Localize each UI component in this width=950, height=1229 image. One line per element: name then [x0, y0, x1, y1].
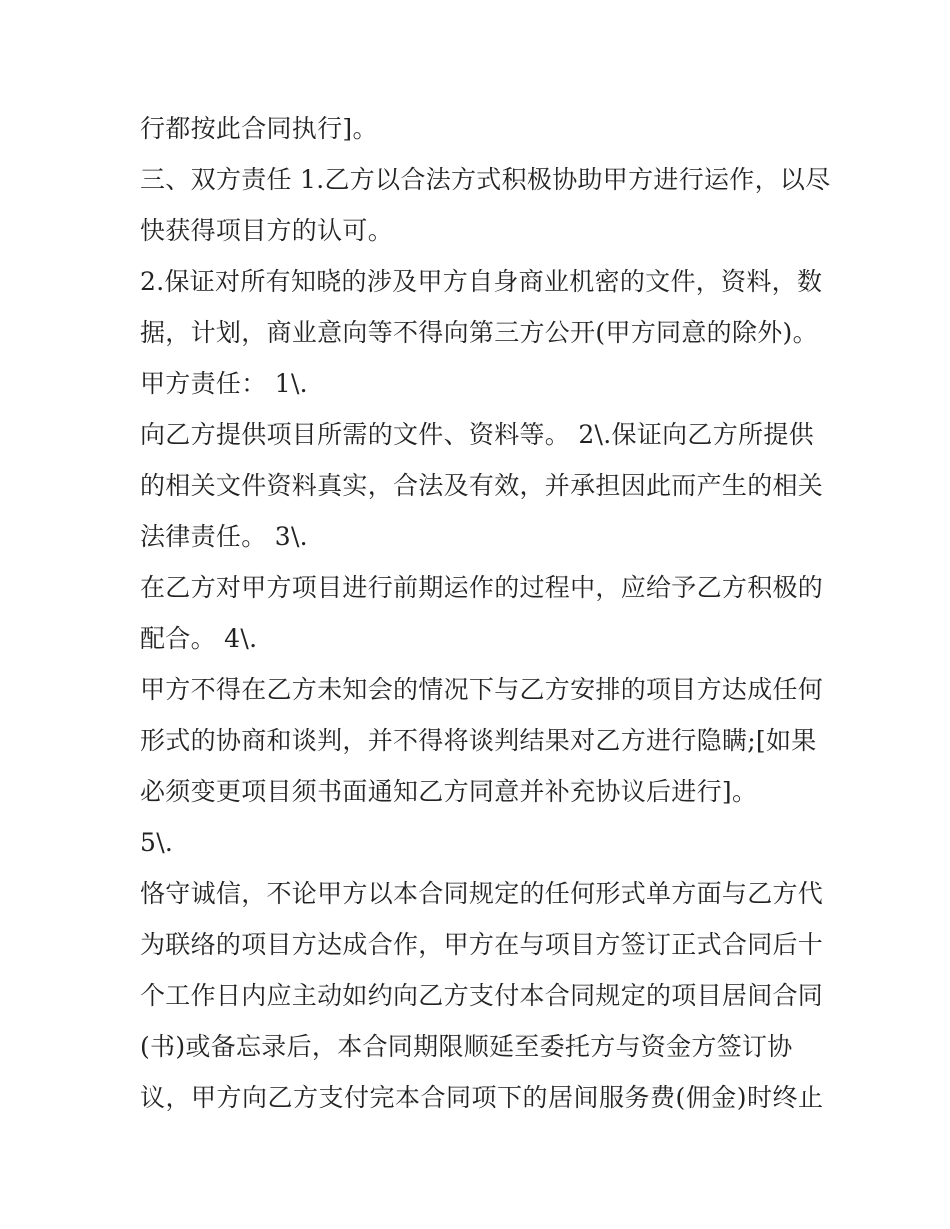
text-line: 向乙方提供项目所需的文件、资料等。 2\.保证向乙方所提供	[140, 420, 814, 449]
text-line: 5\.	[140, 828, 174, 857]
text-line: 议，甲方向乙方支付完本合同项下的居间服务费(佣金)时终止	[140, 1083, 824, 1112]
text-line: 据，计划，商业意向等不得向第三方公开(甲方同意的除外)。	[140, 318, 818, 347]
text-line: 法律责任。 3\.	[140, 522, 308, 551]
text-line: 在乙方对甲方项目进行前期运作的过程中，应给予乙方积极的	[140, 573, 824, 602]
text-line: 为联络的项目方达成合作，甲方在与项目方签订正式合同后十	[140, 930, 824, 959]
text-line: 三、双方责任 1.乙方以合法方式积极协助甲方进行运作，以尽	[140, 165, 831, 194]
text-line: 恪守诚信，不论甲方以本合同规定的任何形式单方面与乙方代	[140, 879, 824, 908]
text-line: 必须变更项目须书面通知乙方同意并补充协议后进行]。	[140, 777, 758, 806]
text-line: 2.保证对所有知晓的涉及甲方自身商业机密的文件，资料，数	[140, 267, 823, 296]
text-line: 快获得项目方的认可。	[140, 216, 394, 245]
text-line: 甲方不得在乙方未知会的情况下与乙方安排的项目方达成任何	[140, 675, 824, 704]
text-line: 行都按此合同执行]。	[140, 114, 378, 143]
text-line: 配合。 4\.	[140, 624, 258, 653]
text-line: 的相关文件资料真实，合法及有效，并承担因此而产生的相关	[140, 471, 824, 500]
text-line: 个工作日内应主动如约向乙方支付本合同规定的项目居间合同	[140, 981, 824, 1010]
text-line: (书)或备忘录后，本合同期限顺延至委托方与资金方签订协	[140, 1032, 793, 1061]
document-body	[140, 103, 831, 1123]
text-line: 形式的协商和谈判，并不得将谈判结果对乙方进行隐瞒;[如果	[140, 726, 817, 755]
text-line: 甲方责任： 1\.	[140, 369, 308, 398]
